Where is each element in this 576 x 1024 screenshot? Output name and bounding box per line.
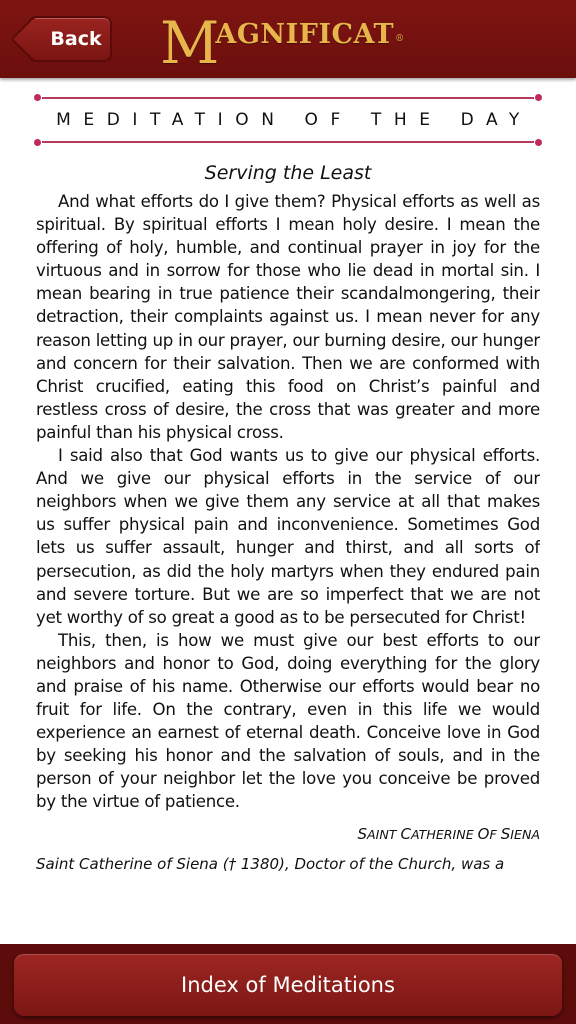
band-dot-icon [535,139,542,146]
meditation-content[interactable] [36,158,540,946]
band-bottom-rule [42,141,534,143]
band-dot-icon [535,94,542,101]
magnificat-logo [160,6,410,77]
registered-mark: ® [395,34,405,44]
app-header [0,0,576,78]
section-title: MEDITATION OF THE DAY [56,110,532,130]
index-of-meditations-button[interactable] [14,954,562,1016]
band-dot-icon [34,94,41,101]
meditation-attribution [36,822,540,847]
band-dot-icon [34,139,41,146]
section-title-band [36,93,540,147]
author-bio: Saint Catherine of Siena († 1380), Doctor of the Church, was a [36,854,505,873]
logo-initial: M [160,9,220,77]
bottom-toolbar [0,944,576,1024]
meditation-paragraph: And what efforts do I give them? Physical efforts as well as spiritual. By spiritual efforts I mean holy desire. I mean the offering of holy, humble, and continual prayer in joy for the virtuous and in sorrow for those who lie dead in mortal sin. I mean bearing in true patience their scandalmongering, their detraction, their complaints against us. I mean never for any reason letting up in our prayer, our burning desire, our hunger and concern for their salvation. Then we are conformed with Christ crucified, eating this food on Christ’s painful and restless cross of desire, the cross that was greater and more painful than his physical cross. [36,192,540,442]
band-top-rule [42,97,534,99]
logo-wordmark: AGNIFICAT [215,19,395,50]
back-button[interactable] [28,16,112,62]
meditation-paragraph: This, then, is how we must give our best efforts to our neighbors and honor to God, doing everything for the glory and praise of his name. Otherwise our efforts would bear no fruit for life. On the contrary, even in this life we would experience an earnest of eternal death. Conceive love in God by seeking his honor and the salvation of souls, and in the person of your neighbor let the love you conceive be proved by the virtue of patience. [36,630,540,812]
back-button-label: Back [50,28,102,50]
attribution-text: SAINT CATHERINE OF SIENA [357,824,540,843]
meditation-title: Serving the Least [204,162,372,184]
meditation-paragraph: I said also that God wants us to give our physical efforts. And we give our physical efforts in the service of our neighbors when we give them any service at all that makes us suffer physical pain and inconvenience. Sometimes God lets us suffer assault, hunger and thirst, and all sorts of persecution, as did the holy martyrs when they endured pain and severe torture. But we are so imperfect that we are not yet worthy of so great a good as to be persecuted for Christ! [36,446,540,627]
index-button-label: Index of Meditations [181,973,395,997]
